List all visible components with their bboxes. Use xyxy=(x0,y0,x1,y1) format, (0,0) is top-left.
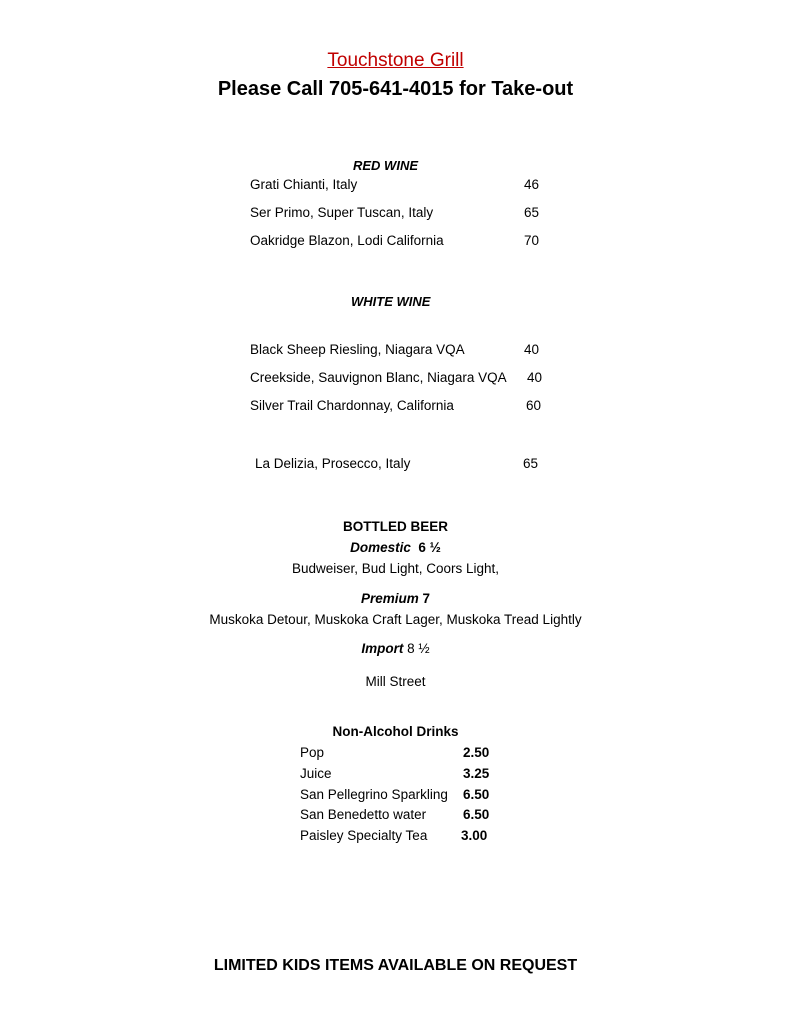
beer-domestic-price: 6 ½ xyxy=(418,540,441,555)
red-wine-item-price: 70 xyxy=(524,233,540,248)
takeout-phone-line: Please Call 705-641-4015 for Take-out xyxy=(217,78,574,100)
red-wine-item-name: Ser Primo, Super Tuscan, Italy xyxy=(250,205,434,220)
beer-premium-header xyxy=(0,591,791,606)
non-alcohol-item-name: Paisley Specialty Tea xyxy=(300,828,428,843)
red-wine-item-price: 46 xyxy=(524,177,540,192)
beer-premium-label: Premium xyxy=(360,591,419,606)
white-wine-item-name: Creekside, Sauvignon Blanc, Niagara VQA xyxy=(250,370,507,385)
non-alcohol-item-price: 3.00 xyxy=(461,828,488,843)
sparkling-item-name: La Delizia, Prosecco, Italy xyxy=(255,456,411,471)
beer-premium-list: Muskoka Detour, Muskoka Craft Lager, Muskoka Tread Lightly xyxy=(209,612,582,627)
non-alcohol-item-name: San Pellegrino Sparkling xyxy=(300,787,448,802)
red-wine-item-price: 65 xyxy=(524,205,540,220)
white-wine-item-name: Black Sheep Riesling, Niagara VQA xyxy=(250,342,465,357)
white-wine-heading: WHITE WINE xyxy=(351,294,431,309)
beer-import-list: Mill Street xyxy=(365,674,426,689)
non-alcohol-item-name: Pop xyxy=(300,745,325,760)
non-alcohol-item-price: 6.50 xyxy=(463,807,490,822)
sparkling-item-price: 65 xyxy=(523,456,539,471)
non-alcohol-heading: Non-Alcohol Drinks xyxy=(332,724,459,739)
beer-import-header xyxy=(0,641,791,656)
beer-import-price: 8 ½ xyxy=(407,641,430,656)
red-wine-heading: RED WINE xyxy=(353,158,418,173)
non-alcohol-item-name: San Benedetto water xyxy=(300,807,427,822)
beer-domestic-header xyxy=(0,540,791,555)
kids-items-note: LIMITED KIDS ITEMS AVAILABLE ON REQUEST xyxy=(213,957,578,974)
red-wine-item-name: Grati Chianti, Italy xyxy=(250,177,358,192)
beer-domestic-label: Domestic xyxy=(350,540,411,555)
bottled-beer-heading: BOTTLED BEER xyxy=(342,519,448,534)
red-wine-item-name: Oakridge Blazon, Lodi California xyxy=(250,233,444,248)
white-wine-item-price: 40 xyxy=(524,342,540,357)
white-wine-item-price: 40 xyxy=(527,370,543,385)
beer-domestic-list: Budweiser, Bud Light, Coors Light, xyxy=(291,561,500,576)
beer-premium-price: 7 xyxy=(422,591,431,606)
non-alcohol-item-price: 2.50 xyxy=(463,745,490,760)
non-alcohol-item-price: 6.50 xyxy=(463,787,490,802)
beer-import-label: Import xyxy=(361,641,404,656)
restaurant-name: Touchstone Grill xyxy=(327,50,464,71)
non-alcohol-item-name: Juice xyxy=(300,766,332,781)
white-wine-item-name: Silver Trail Chardonnay, California xyxy=(250,398,454,413)
white-wine-item-price: 60 xyxy=(526,398,542,413)
non-alcohol-item-price: 3.25 xyxy=(463,766,490,781)
